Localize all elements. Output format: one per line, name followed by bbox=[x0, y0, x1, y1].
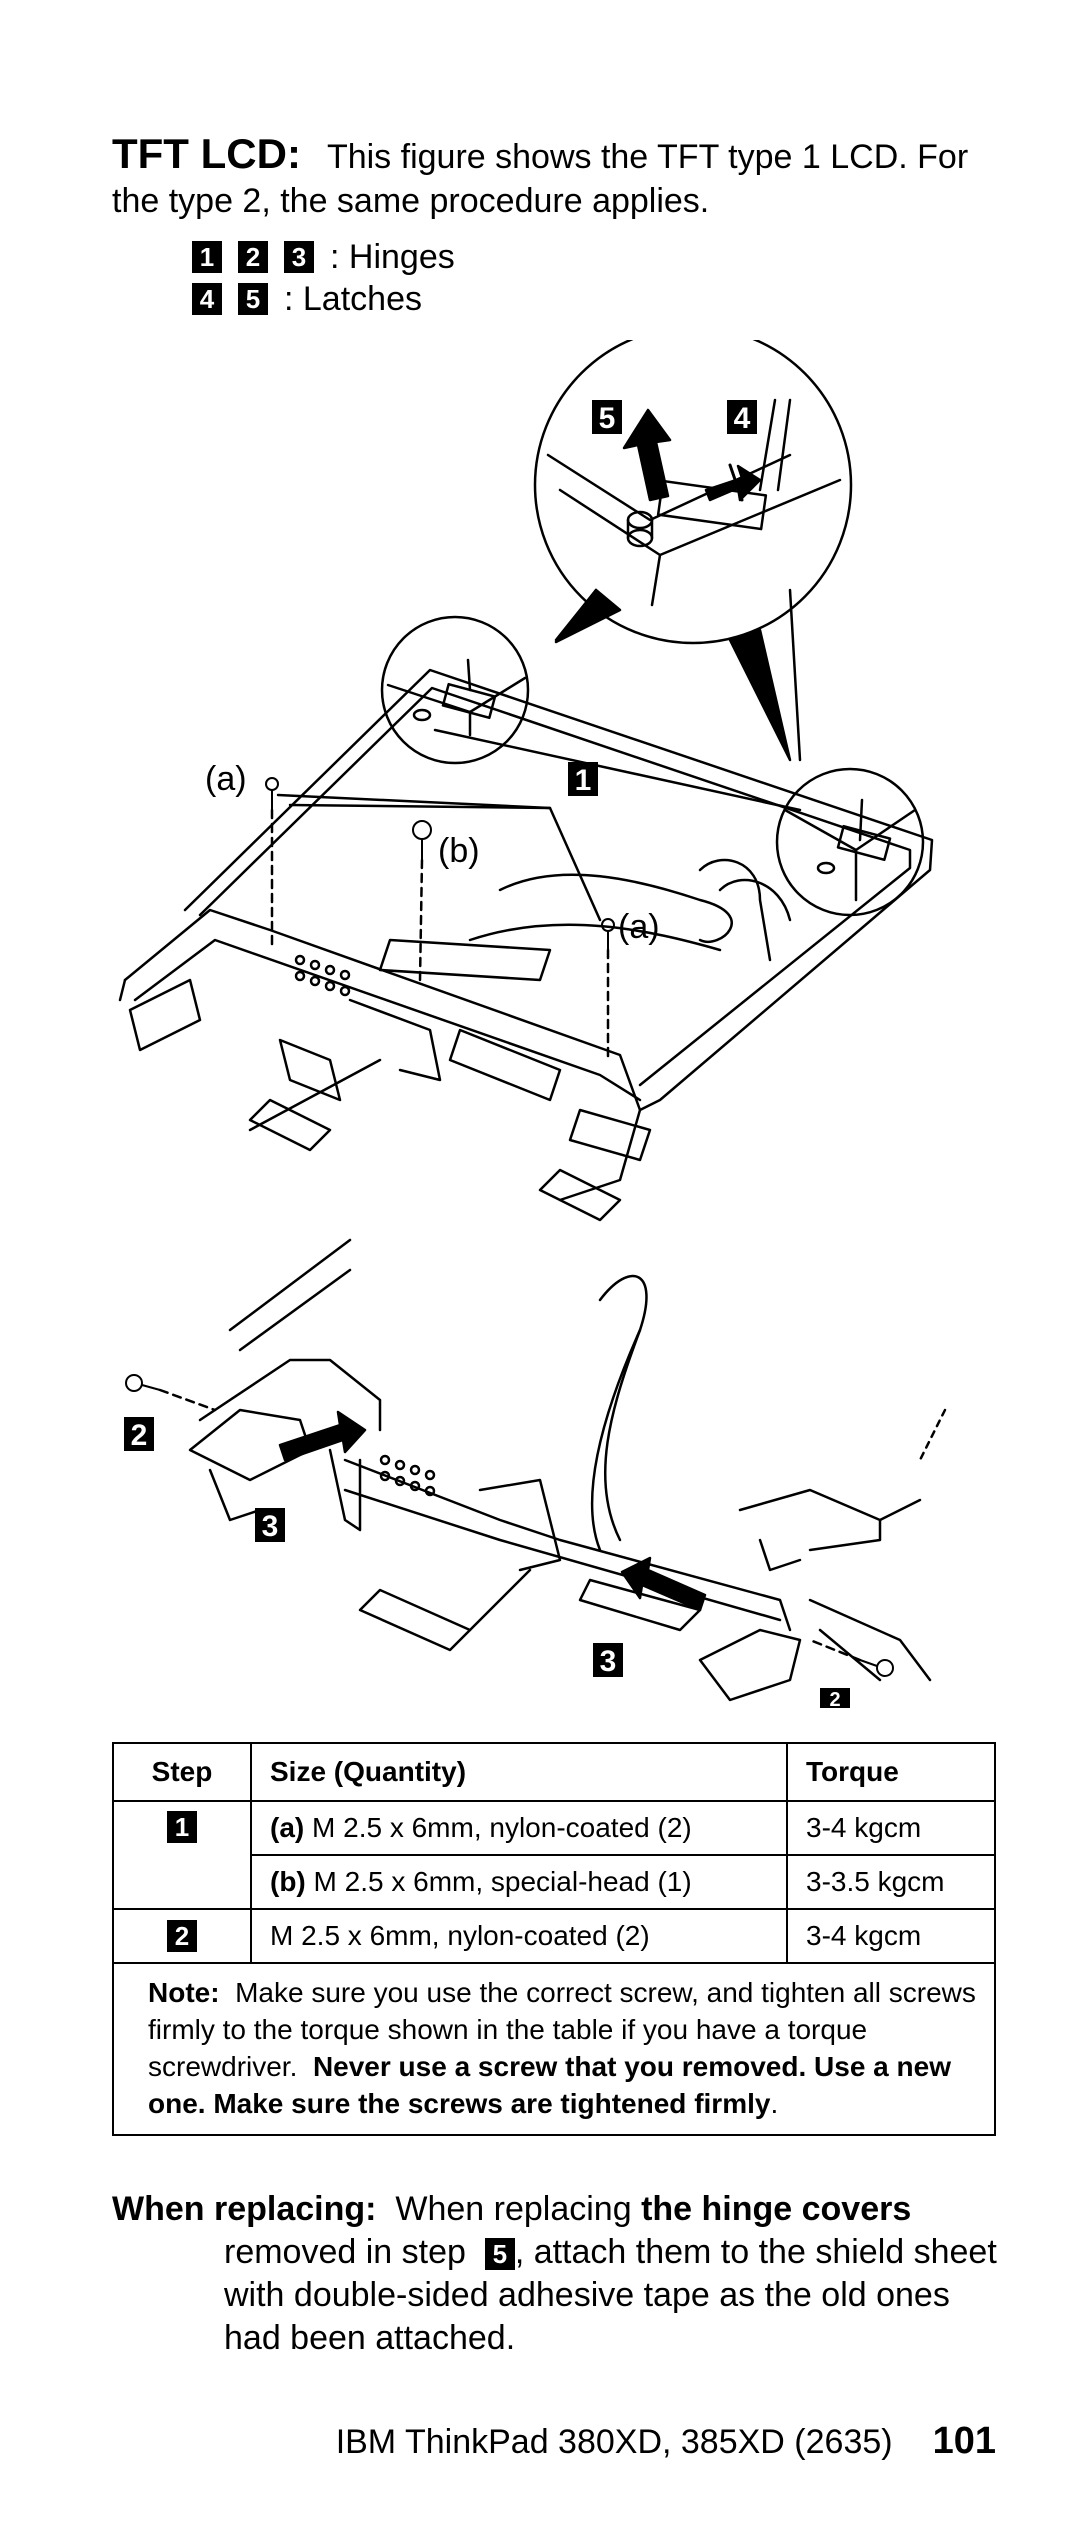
step-badge: 1 bbox=[167, 1811, 197, 1843]
callout-1-label: 1 bbox=[574, 764, 592, 797]
hinges-label: : Hinges bbox=[330, 238, 455, 276]
footer-title: IBM ThinkPad 380XD, 385XD (2635) bbox=[335, 2423, 893, 2461]
note-bold: Never use a screw that you removed. Use a new one. Make sure the screws are tightened firmly bbox=[148, 2051, 951, 2119]
table-header-row bbox=[113, 1743, 995, 1801]
when-bold-1: the hinge covers bbox=[641, 2190, 912, 2228]
size-text: M 2.5 x 6mm, special-head (1) bbox=[305, 1866, 692, 1897]
when-replacing bbox=[112, 2188, 1012, 2360]
step-badge: 3 bbox=[284, 241, 314, 273]
size-cell: M 2.5 x 6mm, nylon-coated (2) bbox=[251, 1909, 787, 1963]
lcd-hinge-diagram bbox=[0, 340, 1080, 1710]
callout-2-right-label: 2 bbox=[829, 1689, 841, 1710]
size-text: M 2.5 x 6mm, nylon-coated (2) bbox=[304, 1812, 692, 1843]
when-text-3: , attach them to the shield sheet with double-sided adhesive tape as the old ones had been attached. bbox=[224, 2233, 997, 2357]
step-cell bbox=[113, 1801, 251, 1909]
when-replacing-lead: When replacing: bbox=[112, 2190, 377, 2228]
legend-hinges bbox=[192, 236, 455, 278]
table-row bbox=[113, 1909, 995, 1963]
screw-a-right bbox=[602, 919, 614, 950]
torque-cell: 3-3.5 kgcm bbox=[787, 1855, 995, 1909]
size-cell bbox=[251, 1855, 787, 1909]
when-replacing-body bbox=[224, 2231, 1012, 2360]
step-badge: 1 bbox=[192, 241, 222, 273]
col-size: Size (Quantity) bbox=[251, 1743, 787, 1801]
step-badge: 5 bbox=[485, 2238, 515, 2270]
page-footer bbox=[332, 2420, 996, 2463]
callout-5-label: 5 bbox=[598, 402, 616, 435]
table-row bbox=[113, 1801, 995, 1855]
section-heading: TFT LCD: bbox=[112, 130, 301, 177]
screw-b bbox=[413, 821, 431, 860]
callout-3-right-label: 3 bbox=[599, 1645, 617, 1678]
hinge-arrow-right bbox=[622, 1558, 705, 1610]
callout-3-left-label: 3 bbox=[261, 1510, 279, 1543]
size-prefix: (a) bbox=[270, 1812, 305, 1843]
legend bbox=[192, 236, 455, 320]
col-step: Step bbox=[113, 1743, 251, 1801]
callout-4-label: 4 bbox=[733, 402, 751, 435]
intro-text: This figure shows the TFT type 1 LCD. For the type 2, the same procedure applies. bbox=[112, 138, 969, 220]
screw-lower-left bbox=[126, 1375, 160, 1391]
zoom-wedge-right bbox=[730, 630, 790, 760]
intro-paragraph bbox=[112, 132, 1012, 223]
step-badge: 4 bbox=[192, 283, 222, 315]
latch-detail-circle bbox=[535, 340, 851, 643]
step-cell bbox=[113, 1909, 251, 1963]
torque-cell: 3-4 kgcm bbox=[787, 1909, 995, 1963]
note-end: . bbox=[770, 2088, 779, 2119]
screw-spec-table bbox=[112, 1742, 996, 2136]
screw-label-b: (b) bbox=[438, 832, 480, 870]
torque-cell: 3-4 kgcm bbox=[787, 1801, 995, 1855]
col-torque: Torque bbox=[787, 1743, 995, 1801]
step-badge: 5 bbox=[238, 283, 268, 315]
screw-label-a-right: (a) bbox=[618, 908, 660, 946]
note-cell bbox=[113, 1963, 995, 2135]
latch-arrow-5 bbox=[624, 410, 670, 500]
size-prefix: (b) bbox=[270, 1866, 306, 1897]
when-text-1: When replacing bbox=[395, 2190, 632, 2228]
zoom-wedge-left bbox=[556, 590, 620, 642]
screw-a-left bbox=[266, 778, 278, 810]
step-badge: 2 bbox=[238, 241, 268, 273]
note-text: Make sure you use the correct screw, and tighten all screws firmly to the torque shown in the table if you have a torque screwdriver. bbox=[148, 1977, 976, 2082]
note-label: Note: bbox=[148, 1977, 220, 2008]
legend-latches bbox=[192, 278, 455, 320]
step-badge: 2 bbox=[167, 1920, 197, 1952]
latches-label: : Latches bbox=[284, 280, 422, 318]
screw-label-a-left: (a) bbox=[205, 760, 247, 798]
callout-2-left-label: 2 bbox=[130, 1419, 148, 1452]
page-number: 101 bbox=[932, 2420, 996, 2462]
when-text-2: removed in step bbox=[224, 2233, 466, 2271]
size-cell bbox=[251, 1801, 787, 1855]
note-row bbox=[113, 1963, 995, 2135]
